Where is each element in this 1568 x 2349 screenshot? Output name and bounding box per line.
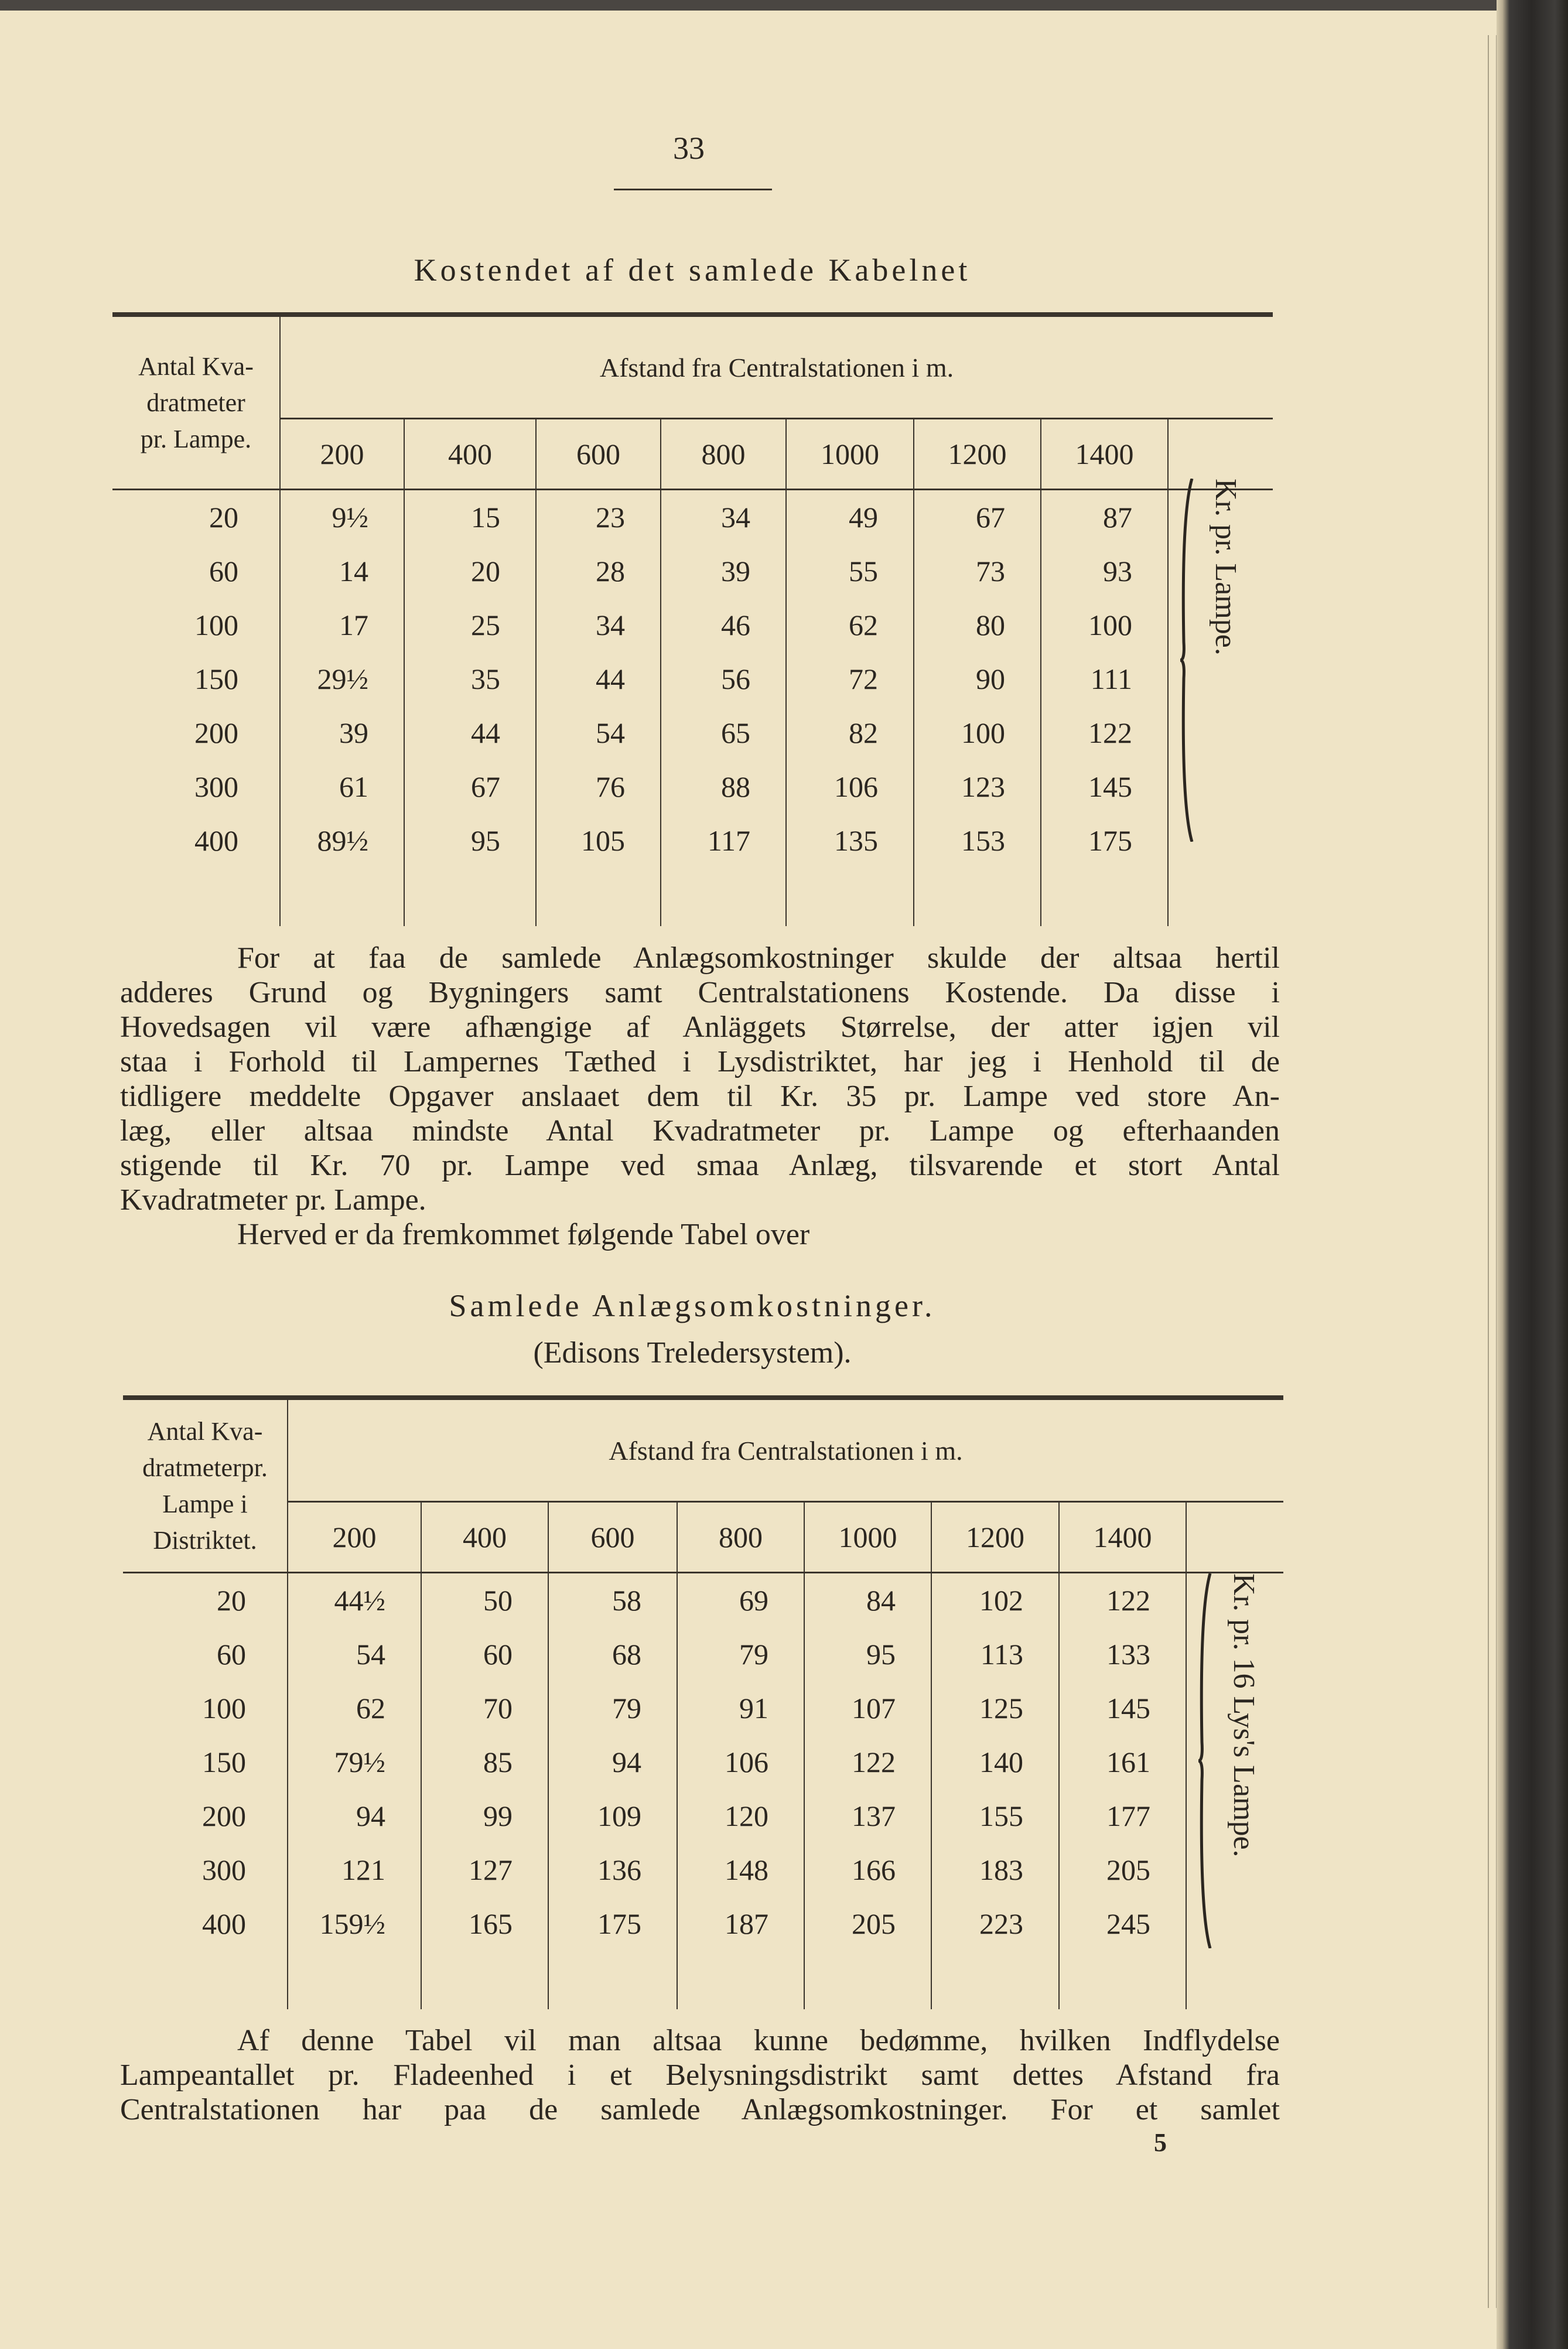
- table-row: [112, 544, 1273, 598]
- cell-value: 175: [1041, 814, 1168, 868]
- column-header: 400: [404, 419, 536, 490]
- table-row: [112, 760, 1273, 814]
- stub-header-line: Antal Kva-: [147, 1416, 263, 1446]
- cell-value: 49: [786, 490, 914, 545]
- column-header: 1200: [931, 1502, 1059, 1573]
- cell-value: 122: [1041, 706, 1168, 760]
- cell-value: 155: [931, 1789, 1059, 1843]
- cell-value: 205: [1059, 1843, 1186, 1897]
- column-header: 600: [536, 419, 661, 490]
- unit-label-cell: [1168, 479, 1273, 927]
- cell-value: 102: [931, 1573, 1059, 1628]
- cell-value: 205: [804, 1897, 931, 1951]
- cell-value: 106: [677, 1735, 804, 1789]
- cell-value: 87: [1041, 490, 1168, 545]
- cell-value: 133: [1059, 1627, 1186, 1681]
- stub-header-line: pr. Lampe.: [140, 424, 252, 453]
- table-total-cost: [123, 1395, 1283, 2009]
- paragraph-conclusion: [120, 2023, 1280, 2127]
- cell-value: 50: [421, 1573, 548, 1628]
- cell-value: 100: [1041, 598, 1168, 652]
- book-binding: [1497, 0, 1568, 2349]
- cell-value: 14: [280, 544, 404, 598]
- cell-value: 121: [288, 1843, 421, 1897]
- column-header: 1400: [1041, 419, 1168, 490]
- cell-value: 67: [404, 760, 536, 814]
- row-label: 300: [194, 770, 238, 803]
- cell-value: 15: [404, 490, 536, 545]
- cell-value: 159½: [288, 1897, 421, 1951]
- text-line: læg, eller altsaa mindste Antal Kvadratmeter pr. Lampe og efterhaanden: [120, 1114, 1280, 1148]
- cell-value: 62: [786, 598, 914, 652]
- cell-value: 76: [536, 760, 661, 814]
- table-row: [112, 814, 1273, 868]
- cell-value: 148: [677, 1843, 804, 1897]
- row-label: 150: [202, 1746, 246, 1778]
- cell-value: 79: [677, 1627, 804, 1681]
- cell-value: 25: [404, 598, 536, 652]
- cell-value: 94: [288, 1789, 421, 1843]
- cell-value: 70: [421, 1681, 548, 1735]
- cell-value: 55: [786, 544, 914, 598]
- stub-header-line: dratmeter: [146, 388, 245, 417]
- table-row: [112, 490, 1273, 545]
- stub-header-line: Antal Kva-: [138, 351, 254, 381]
- cell-value: 107: [804, 1681, 931, 1735]
- row-label: 400: [194, 824, 238, 857]
- column-header: 1400: [1059, 1502, 1186, 1573]
- text-line: staa i Forhold til Lampernes Tæthed i Lysdistriktet, har jeg i Henhold til de: [120, 1045, 1280, 1078]
- cell-value: 17: [280, 598, 404, 652]
- row-label: 20: [209, 501, 238, 534]
- cell-value: 123: [914, 760, 1041, 814]
- cell-value: 93: [1041, 544, 1168, 598]
- cell-value: 88: [661, 760, 786, 814]
- cell-value: 56: [661, 652, 786, 706]
- stub-header-line: Distriktet.: [153, 1525, 257, 1555]
- text-line: adderes Grund og Bygningers samt Centralstationens Kostende. Da disse i: [120, 976, 1280, 1009]
- table-row: [123, 1681, 1283, 1735]
- cell-value: 105: [536, 814, 661, 868]
- table-row: [123, 1789, 1283, 1843]
- row-label: 300: [202, 1853, 246, 1886]
- column-header: 800: [661, 419, 786, 490]
- cell-value: 95: [804, 1627, 931, 1681]
- cell-value: 69: [677, 1573, 804, 1628]
- table-row: [123, 1843, 1283, 1897]
- text-line: Kvadratmeter pr. Lampe.: [120, 1183, 426, 1217]
- table-row: [123, 1897, 1283, 1951]
- cell-value: 9½: [280, 490, 404, 545]
- text-line: Af denne Tabel vil man altsaa kunne bedømme, hvilken Indflydelse: [237, 2024, 1280, 2057]
- cell-value: 35: [404, 652, 536, 706]
- cell-value: 39: [661, 544, 786, 598]
- cell-value: 145: [1041, 760, 1168, 814]
- cell-value: 39: [280, 706, 404, 760]
- cell-value: 177: [1059, 1789, 1186, 1843]
- cell-value: 145: [1059, 1681, 1186, 1735]
- unit-label-cell: [1186, 1573, 1283, 2010]
- cell-value: 113: [931, 1627, 1059, 1681]
- cell-value: 117: [661, 814, 786, 868]
- cell-value: 90: [914, 652, 1041, 706]
- cell-value: 61: [280, 760, 404, 814]
- table-row: [123, 1627, 1283, 1681]
- cell-value: 79½: [288, 1735, 421, 1789]
- row-label: 200: [194, 716, 238, 749]
- page-number-rule: [614, 189, 772, 190]
- column-header: 400: [421, 1502, 548, 1573]
- cell-value: 122: [1059, 1573, 1186, 1628]
- cell-value: 120: [677, 1789, 804, 1843]
- brace-icon: [1197, 1573, 1215, 1948]
- cell-value: 85: [421, 1735, 548, 1789]
- cell-value: 46: [661, 598, 786, 652]
- cell-value: 44: [536, 652, 661, 706]
- column-header: 200: [280, 419, 404, 490]
- cell-value: 68: [548, 1627, 677, 1681]
- cell-value: 95: [404, 814, 536, 868]
- row-label: 60: [217, 1638, 246, 1671]
- cell-value: 60: [421, 1627, 548, 1681]
- cell-value: 223: [931, 1897, 1059, 1951]
- brace-icon: [1179, 479, 1197, 842]
- table-row: [123, 1735, 1283, 1789]
- cell-value: 44½: [288, 1573, 421, 1628]
- unit-label: Kr. pr. Lampe.: [1209, 479, 1242, 655]
- table2-title: Samlede Anlægsomkostninger.: [449, 1288, 936, 1323]
- row-label: 150: [194, 663, 238, 695]
- cell-value: 91: [677, 1681, 804, 1735]
- cell-value: 99: [421, 1789, 548, 1843]
- cell-value: 136: [548, 1843, 677, 1897]
- column-header: 1200: [914, 419, 1041, 490]
- cell-value: 161: [1059, 1735, 1186, 1789]
- table1-title: Kostendet af det samlede Kabelnet: [414, 252, 971, 288]
- text-line: stigende til Kr. 70 pr. Lampe ved smaa Anlæg, tilsvarende et stort Antal: [120, 1149, 1280, 1182]
- cell-value: 82: [786, 706, 914, 760]
- page-number: 33: [673, 131, 705, 166]
- page-edge: [1488, 35, 1497, 2308]
- cell-value: 54: [536, 706, 661, 760]
- table-row: [112, 652, 1273, 706]
- cell-value: 109: [548, 1789, 677, 1843]
- cell-value: 54: [288, 1627, 421, 1681]
- row-label: 20: [217, 1584, 246, 1617]
- cell-value: 165: [421, 1897, 548, 1951]
- cell-value: 187: [677, 1897, 804, 1951]
- cell-value: 137: [804, 1789, 931, 1843]
- cell-value: 80: [914, 598, 1041, 652]
- cell-value: 79: [548, 1681, 677, 1735]
- signature-mark: 5: [1154, 2128, 1167, 2157]
- text-line: Centralstationen har paa de samlede Anlægsomkostninger. For et samlet: [120, 2093, 1280, 2126]
- scan-top-edge: [0, 0, 1568, 11]
- cell-value: 166: [804, 1843, 931, 1897]
- row-label: 200: [202, 1800, 246, 1832]
- column-header: 600: [548, 1502, 677, 1573]
- text-line: Herved er da fremkommet følgende Tabel over: [237, 1218, 810, 1251]
- cell-value: 122: [804, 1735, 931, 1789]
- stub-header-line: dratmeterpr.: [142, 1453, 268, 1482]
- text-line: Lampeantallet pr. Fladeenhed i et Belysningsdistrikt samt dettes Afstand fra: [120, 2058, 1280, 2092]
- cell-value: 135: [786, 814, 914, 868]
- table-cable-cost: [112, 312, 1273, 926]
- cell-value: 111: [1041, 652, 1168, 706]
- cell-value: 84: [804, 1573, 931, 1628]
- cell-value: 44: [404, 706, 536, 760]
- column-header: 1000: [786, 419, 914, 490]
- cell-value: 140: [931, 1735, 1059, 1789]
- cell-value: 153: [914, 814, 1041, 868]
- cell-value: 20: [404, 544, 536, 598]
- table-row: [112, 706, 1273, 760]
- text-line: For at faa de samlede Anlægsomkostninger skulde der altsaa hertil: [237, 941, 1280, 975]
- cell-value: 73: [914, 544, 1041, 598]
- cell-value: 72: [786, 652, 914, 706]
- row-label: 100: [202, 1692, 246, 1725]
- cell-value: 34: [536, 598, 661, 652]
- cell-value: 89½: [280, 814, 404, 868]
- stub-header-line: Lampe i: [162, 1489, 248, 1518]
- cell-value: 94: [548, 1735, 677, 1789]
- text-line: tidligere meddelte Opgaver anslaaet dem til Kr. 35 pr. Lampe ved store An-: [120, 1080, 1280, 1113]
- cell-value: 106: [786, 760, 914, 814]
- distance-header: Afstand fra Centralstationen i m.: [288, 1398, 1283, 1502]
- cell-value: 67: [914, 490, 1041, 545]
- cell-value: 245: [1059, 1897, 1186, 1951]
- column-header: 200: [288, 1502, 421, 1573]
- cell-value: 28: [536, 544, 661, 598]
- cell-value: 127: [421, 1843, 548, 1897]
- cell-value: 23: [536, 490, 661, 545]
- cell-value: 65: [661, 706, 786, 760]
- cell-value: 100: [914, 706, 1041, 760]
- cell-value: 125: [931, 1681, 1059, 1735]
- table-row: [123, 1573, 1283, 1628]
- row-label: 60: [209, 555, 238, 588]
- table-row: [112, 598, 1273, 652]
- column-header: 1000: [804, 1502, 931, 1573]
- row-label: 100: [194, 609, 238, 641]
- cell-value: 29½: [280, 652, 404, 706]
- cell-value: 175: [548, 1897, 677, 1951]
- paragraph-cost-intro: [120, 941, 1280, 1252]
- cell-value: 183: [931, 1843, 1059, 1897]
- row-label: 400: [202, 1907, 246, 1940]
- column-header: 800: [677, 1502, 804, 1573]
- cell-value: 62: [288, 1681, 421, 1735]
- table2-subtitle: (Edisons Treledersystem).: [533, 1336, 852, 1370]
- cell-value: 58: [548, 1573, 677, 1628]
- text-line: Hovedsagen vil være afhængige af Anläggets Størrelse, der atter igjen vil: [120, 1010, 1280, 1044]
- cell-value: 34: [661, 490, 786, 545]
- distance-header: Afstand fra Centralstationen i m.: [280, 315, 1273, 419]
- unit-label: Kr. pr. 16 Lys's Lampe.: [1227, 1573, 1260, 1858]
